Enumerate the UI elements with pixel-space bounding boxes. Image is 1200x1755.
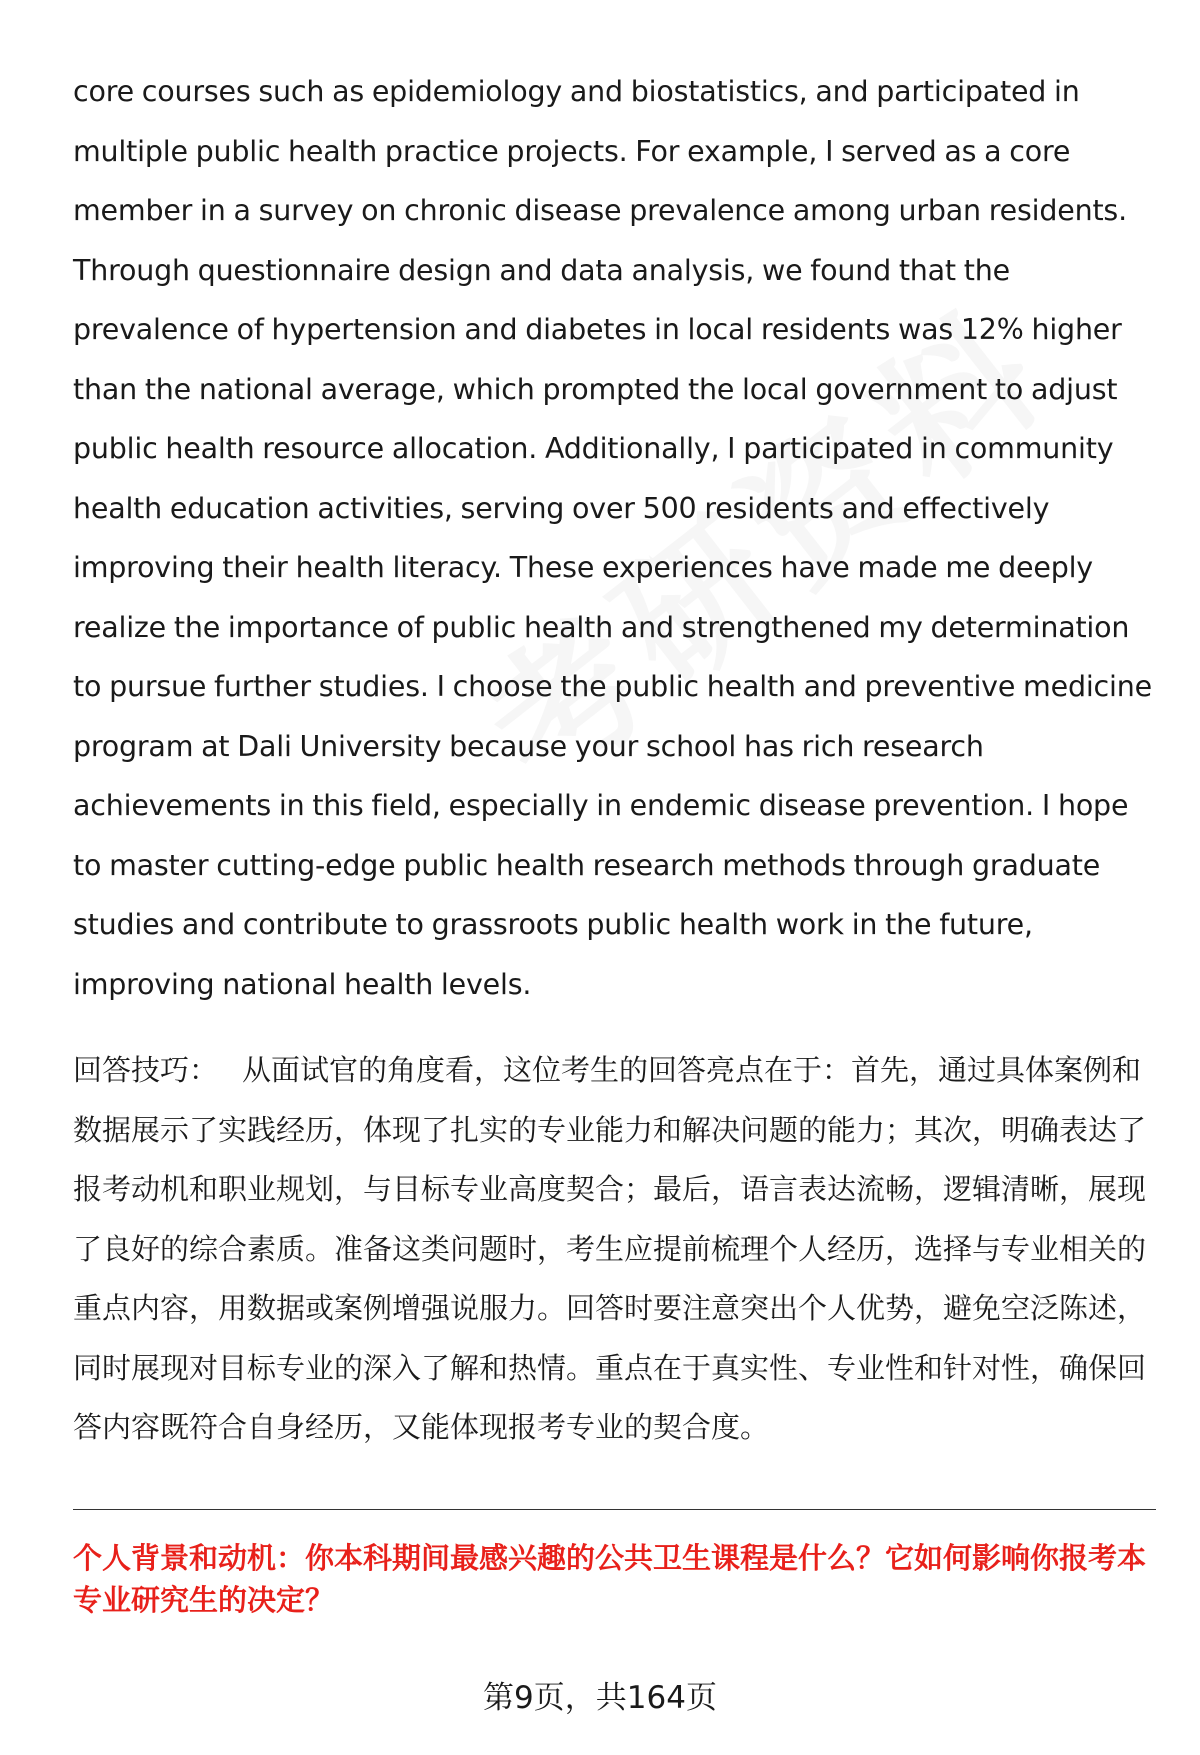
- tips-label: 回答技巧：: [73, 1053, 219, 1087]
- next-question-heading: 个人背景和动机：你本科期间最感兴趣的公共卫生课程是什么？它如何影响你报考本专业研究生的决定？: [73, 1541, 1147, 1617]
- section-divider: [73, 1509, 1156, 1510]
- answer-tips-paragraph: [73, 1041, 1155, 1458]
- tips-text: 从面试官的角度看，这位考生的回答亮点在于：首先，通过具体案例和数据展示了实践经历，体现了扎实的专业能力和解决问题的能力；其次，明确表达了报考动机和职业规划，与目标专业高度契合；最后，语言表达流畅，逻辑清晰，展现了良好的综合素质。准备这类问题时，考生应提前梳理个人经历，选择与专业相关的重点内容，用数据或案例增强说服力。回答时要注意突出个人优势，避免空泛陈述，同时展现对目标专业的深入了解和热情。重点在于真实性、专业性和针对性，确保回答内容既符合自身经历，又能体现报考专业的契合度。: [73, 1053, 1147, 1444]
- page-number-footer: 第9页，共164页: [483, 1680, 717, 1716]
- answer-paragraph: core courses such as epidemiology and biostatistics, and participated in multiple public health practice projects. For example, I served as a core member in a survey on chronic disease prevalence among urban residents. Through questionnaire design and data analysis, we found that the prevalence of hypertension and diabetes in local residents was 12% higher than the national average, which prompted the local government to adjust public health resource allocation. Additionally, I participated in community health education activities, serving over 500 residents and effectively improving their health literacy. These experiences have made me deeply realize the importance of public health and strengthened my determination to pursue further studies. I choose the public health and preventive medicine program at Dali University because your school has rich research achievements in this field, especially in endemic disease prevention. I hope to master cutting-edge public health research methods through graduate studies and contribute to grassroots public health work in the future, improving national health levels.: [73, 75, 1152, 1001]
